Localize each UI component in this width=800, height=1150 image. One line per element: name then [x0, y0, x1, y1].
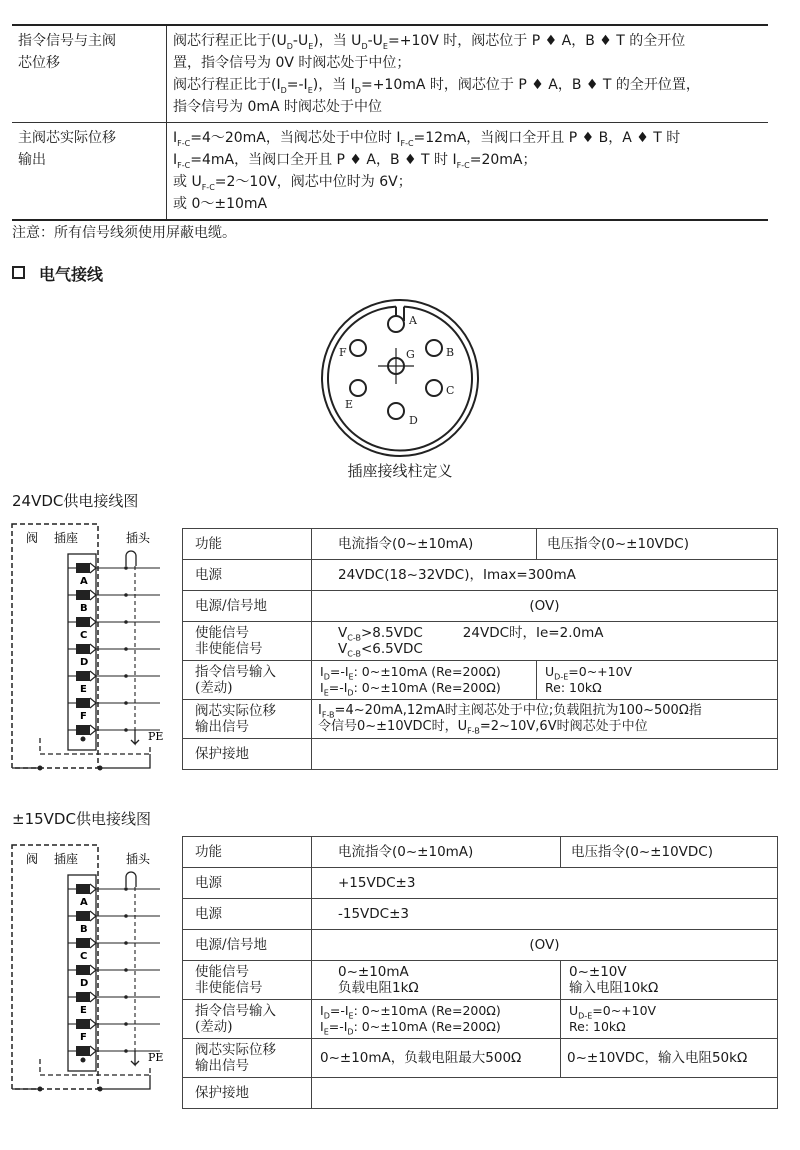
table-row: 电源/信号地 (OV)	[183, 930, 778, 961]
table-row: 保护接地	[183, 1078, 778, 1109]
pin-label-e: E	[345, 398, 354, 411]
wiring-pin-label: C	[80, 630, 88, 641]
table-row: 使能信号 非使能信号 $V_{C-B}>8.5VDC$ 24VDC时，Ie=2.0mA $V_{C-B}<6.5VDC$	[183, 622, 778, 661]
socket-terminal	[76, 563, 90, 573]
wiring-pin-label: B	[80, 924, 88, 935]
socket-terminal	[76, 590, 90, 600]
table-row: 电源/信号地 (OV)	[183, 591, 778, 622]
socket-terminal	[76, 1019, 90, 1029]
connector-pin-diagram	[315, 298, 485, 458]
pin-d	[388, 403, 404, 419]
socket-terminal	[76, 644, 90, 654]
plug-label: 插头	[126, 852, 151, 866]
wiring-pin-label: E	[80, 684, 87, 695]
wiring-pin-label: A	[80, 897, 88, 908]
section-title: 电气接线	[12, 262, 103, 285]
table-row: 阀芯实际位移 输出信号 0~±10mA，负载电阻最大500Ω 0~±10VDC，输入电阻50kΩ	[183, 1039, 778, 1078]
wiring-pin-label: D	[80, 978, 89, 989]
pin-e	[350, 380, 366, 396]
socket-terminal	[76, 938, 90, 948]
connector-caption: 插座接线柱定义	[347, 462, 453, 480]
socket-terminal	[76, 992, 90, 1002]
wiring-rows	[68, 884, 160, 1063]
spec-table	[12, 24, 768, 221]
spec-label: 主阀芯实际位移 输出	[12, 123, 167, 221]
table-row: 使能信号 非使能信号 0~±10mA 负载电阻1kΩ 0~±10V 输入电阻10kΩ	[183, 961, 778, 1000]
pin-a	[388, 316, 404, 332]
valve-label: 阀	[26, 852, 39, 866]
spec-label: 指令信号与主阀 芯位移	[12, 25, 167, 123]
spec-desc: 阀芯行程正比于$(U_D-U_E)$，当 $U_D-U_E=+10V$ 时，阀芯位于 P ♦ A，B ♦ T 的全开位 置，指令信号为 0V 时阀芯处于中位； 阀芯行程正比于$(I_D=-I_E)$，当 $I_D=+10mA$ 时，阀芯位于 P ♦ A，B ♦ T 的全开位置， 指令信号为 0mA 时阀芯处于中位	[167, 25, 769, 123]
pin-label-b: B	[446, 346, 455, 359]
wiring-rows	[68, 563, 160, 742]
wiring-pin-label: A	[80, 576, 88, 587]
checkbox-square-icon	[12, 266, 25, 279]
socket-terminal	[76, 1046, 90, 1056]
table-row: 电源 -15VDC±3	[183, 899, 778, 930]
power-table-24	[182, 528, 778, 770]
spec-row-output	[12, 123, 768, 221]
wiring-pin-label: B	[80, 603, 88, 614]
table-row: 保护接地	[183, 739, 778, 770]
wiring-pin-label: F	[80, 711, 87, 722]
power-table-15	[182, 836, 778, 1109]
table-row: 电源 24VDC(18~32VDC)，Imax=300mA	[183, 560, 778, 591]
table-row: 指令信号输入 (差动) $I_D=-I_E$: 0~±10mA (Re=200Ω) $I_E=-I_D$: 0~±10mA (Re=200Ω) $U_{D-E}=0\sim+10V$ Re: 10kΩ	[183, 661, 778, 700]
pin-label-a: A	[409, 314, 417, 327]
table-row: 功能 电流指令(0~±10mA) 电压指令(0~±10VDC)	[183, 529, 778, 560]
pin-label-f: F	[339, 346, 347, 359]
pe-label: PE	[148, 1051, 164, 1064]
pin-c	[426, 380, 442, 396]
socket-label: 插座	[54, 852, 79, 866]
socket-terminal	[76, 911, 90, 921]
wiring-pin-label: E	[80, 1005, 87, 1016]
pe-label: PE	[148, 730, 164, 743]
socket-terminal	[76, 671, 90, 681]
table-row: 阀芯实际位移 输出信号 $I_{F-B}=4\sim 20mA,12mA$时主阀芯处于中位;负载阻抗为100~500Ω指 令信号0~±10VDC时，$U_{F-B}=2\sim 10V,6V$时阀芯处于中位	[183, 700, 778, 739]
diagram-15-title: ±15VDC供电接线图	[12, 810, 151, 828]
wiring-diagram-15	[10, 843, 180, 1093]
wiring-pin-label: F	[80, 1032, 87, 1043]
spec-desc: $I_{F-C}=4\sim 20mA$，当阀芯处于中位时 $I_{F-C}=12mA$，当阀口全开且 P ♦ B，A ♦ T 时 $I_{F-C}=4mA$，当阀口全开且 P ♦ A，B ♦ T 时 $I_{F-C}=20mA$； 或 $U_{F-C}=2\sim 10V$，阀芯中位时为 6V； 或 0～±10mA	[167, 123, 769, 221]
table-row: 功能 电流指令(0~±10mA) 电压指令(0~±10VDC)	[183, 837, 778, 868]
table-row: 电源 +15VDC±3	[183, 868, 778, 899]
socket-terminal	[76, 617, 90, 627]
diagram-24-title: 24VDC供电接线图	[12, 492, 139, 510]
pin-f	[350, 340, 366, 356]
plug-label: 插头	[126, 531, 151, 545]
socket-terminal	[76, 698, 90, 708]
table-row: 指令信号输入 (差动) $I_D=-I_E$: 0~±10mA (Re=200Ω) $I_E=-I_D$: 0~±10mA (Re=200Ω) $U_{D-E}=0\sim+10V$ Re: 10kΩ	[183, 1000, 778, 1039]
pin-b	[426, 340, 442, 356]
socket-label: 插座	[54, 531, 79, 545]
socket-terminal	[76, 725, 90, 735]
wiring-pin-label: D	[80, 657, 89, 668]
pin-label-c: C	[446, 384, 455, 397]
wiring-diagram-24	[10, 522, 180, 772]
valve-label: 阀	[26, 531, 39, 545]
socket-terminal	[76, 884, 90, 894]
pin-label-g: G	[406, 348, 415, 361]
wiring-pin-label: C	[80, 951, 88, 962]
shield-cable-note: 注意：所有信号线须使用屏蔽电缆。	[12, 225, 236, 241]
socket-terminal	[76, 965, 90, 975]
spec-row-command	[12, 25, 768, 123]
pin-label-d: D	[409, 414, 418, 427]
